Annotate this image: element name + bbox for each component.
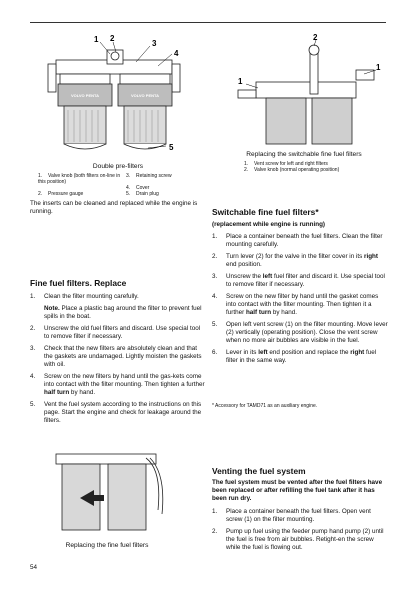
step-number: 5. xyxy=(30,401,36,408)
emphasis-text: left xyxy=(262,273,273,280)
step-text: Vent the fuel system according to the instructions on this page. Start the engine and check for leakage around the filters. xyxy=(44,401,202,424)
step-number: 2. xyxy=(212,528,218,535)
step-item xyxy=(212,528,388,552)
emphasis-text: left xyxy=(258,349,268,356)
step-item xyxy=(30,401,206,425)
callout-4: 4 xyxy=(174,49,179,58)
emphasis-text: half turn xyxy=(245,309,272,316)
step-body xyxy=(44,345,206,369)
step-item xyxy=(30,293,206,321)
step-text: Screw on the new filters by hand until the gas-kets come into contact with the filter mounting. Then tighten a further xyxy=(44,373,205,388)
step-text: Screw on the new filter by hand until the gasket comes into contact with the filter mounting. Then tighten it a further xyxy=(226,293,379,316)
switchable-filter-illustration xyxy=(226,30,386,148)
step-number: 4. xyxy=(212,293,218,300)
step-text: end position. xyxy=(226,261,262,268)
step-text: Open left vent screw (1) on the filter mounting. Move lever (2) vertically (operating position). Close the vent screw when no more air bubbles are visible in the fuel. xyxy=(226,321,388,344)
callout-5: 5 xyxy=(169,143,174,152)
step-number: 3. xyxy=(212,273,218,280)
fine-fuel-filter-steps xyxy=(30,293,206,429)
step-number: 1. xyxy=(212,233,218,240)
page-number: 54 xyxy=(30,564,38,571)
accessory-footnote: * Accessory for TAMD71 as an auxiliary engine. xyxy=(212,403,318,409)
step-body xyxy=(226,321,388,345)
figure2-legend: 1. Vent screw for left and right filters 2. Valve knob (normal operating position) xyxy=(244,161,340,173)
header-rule xyxy=(30,22,386,23)
figure2-caption: Replacing the switchable fine fuel filters xyxy=(246,151,362,158)
step-text: Unscrew the old fuel filters and discard. Use special tool to remove filter if necessary. xyxy=(44,325,201,340)
venting-intro: The fuel system must be vented after the fuel filters have been replaced or after refilling the fuel tank after it has been run dry. xyxy=(212,479,383,502)
callout-1-right: 1 xyxy=(376,63,381,72)
step-text: fuel filter and discard it. Use special tool to remove filter if necessary. xyxy=(226,273,385,288)
step-item xyxy=(212,293,388,317)
replacing-fine-filters-illustration xyxy=(46,450,166,538)
step-body xyxy=(226,233,388,249)
step-text: end position and replace the xyxy=(267,349,351,356)
step-item xyxy=(212,508,388,524)
emphasis-text: Note. xyxy=(44,305,60,312)
step-text: by hand. xyxy=(69,389,96,396)
step-number: 4. xyxy=(30,373,36,380)
step-text: Turn lever (2) for the valve in the filter cover in its xyxy=(226,253,364,260)
step-text: Place a container beneath the fuel filters. Clean the filter mounting carefully. xyxy=(226,233,383,248)
step-item xyxy=(212,273,388,289)
step-item xyxy=(212,321,388,345)
step-text: fuel filter in the same way. xyxy=(226,349,377,364)
step-number: 3. xyxy=(30,345,36,352)
step-body xyxy=(226,293,388,317)
step-text: by hand. xyxy=(271,309,298,316)
step-note xyxy=(44,305,206,321)
switchable-filter-steps xyxy=(212,233,388,369)
step-item xyxy=(30,325,206,341)
step-number: 5. xyxy=(212,321,218,328)
venting-steps xyxy=(212,508,388,556)
step-body xyxy=(226,508,388,524)
switchable-filters-heading: Switchable fine fuel filters* xyxy=(212,207,319,217)
callout-2: 2 xyxy=(110,34,115,43)
step-number: 2. xyxy=(30,325,36,332)
step-text: Place a plastic bag around the filter to prevent fuel spills in the boat. xyxy=(44,305,202,320)
venting-heading: Venting the fuel system xyxy=(212,466,306,476)
emphasis-text: right xyxy=(364,253,378,260)
step-item xyxy=(212,233,388,249)
step-body xyxy=(226,349,388,365)
switchable-filters-subtitle: (replacement while engine is running) xyxy=(212,221,326,228)
brand-label-left: VOLVO PENTA xyxy=(70,93,100,98)
step-number: 1. xyxy=(212,508,218,515)
step-text: Place a container beneath the fuel filters. Open vent screw (1) on the filter mounting. xyxy=(226,508,371,523)
step-text: Check that the new filters are absolutely clean and that the gaskets are undamaged. Lightly moisten the gaskets with oil. xyxy=(44,345,202,368)
intro-text: The inserts can be cleaned and replaced while the engine is running. xyxy=(30,200,198,215)
step-item xyxy=(212,253,388,269)
step-body xyxy=(44,293,206,301)
step-body xyxy=(226,528,388,552)
figure1-caption: Double pre-filters xyxy=(92,163,144,170)
step-body xyxy=(226,273,388,289)
step-item xyxy=(212,349,388,365)
step-body xyxy=(44,401,206,425)
step-number: 2. xyxy=(212,253,218,260)
figure1-legend: 1. Valve knob (both filters on-line in this position) 3. Retaining screw 4. Cover 2. Pressure gauge 5. Drain plug xyxy=(38,173,172,197)
emphasis-text: right xyxy=(350,349,365,356)
brand-label-right: VOLVO PENTA xyxy=(130,93,160,98)
step-text: Lever in its xyxy=(226,349,259,356)
step-body xyxy=(44,373,206,397)
step-item xyxy=(30,373,206,397)
step-text: Pump up fuel using the feeder pump hand pump (2) until the fuel is free from air bubbles. Retight-en the screw while the fuel is flowing out. xyxy=(226,528,384,551)
figure3-caption: Replacing the fine fuel filters xyxy=(65,542,149,549)
step-body xyxy=(44,325,206,341)
callout-3: 3 xyxy=(152,39,157,48)
step-number: 1. xyxy=(30,293,36,300)
emphasis-text: half turn xyxy=(44,389,70,396)
step-number: 6. xyxy=(212,349,218,356)
callout-1: 1 xyxy=(94,35,99,44)
callout-1-left: 1 xyxy=(238,77,243,86)
fine-fuel-filters-heading: Fine fuel filters. Replace xyxy=(30,278,127,288)
step-text: Clean the filter mounting carefully. xyxy=(44,293,139,300)
double-prefilter-illustration xyxy=(38,30,198,160)
step-item xyxy=(30,345,206,369)
step-text: Unscrew the xyxy=(226,273,263,280)
callout-2: 2 xyxy=(313,33,318,42)
step-body xyxy=(226,253,388,269)
